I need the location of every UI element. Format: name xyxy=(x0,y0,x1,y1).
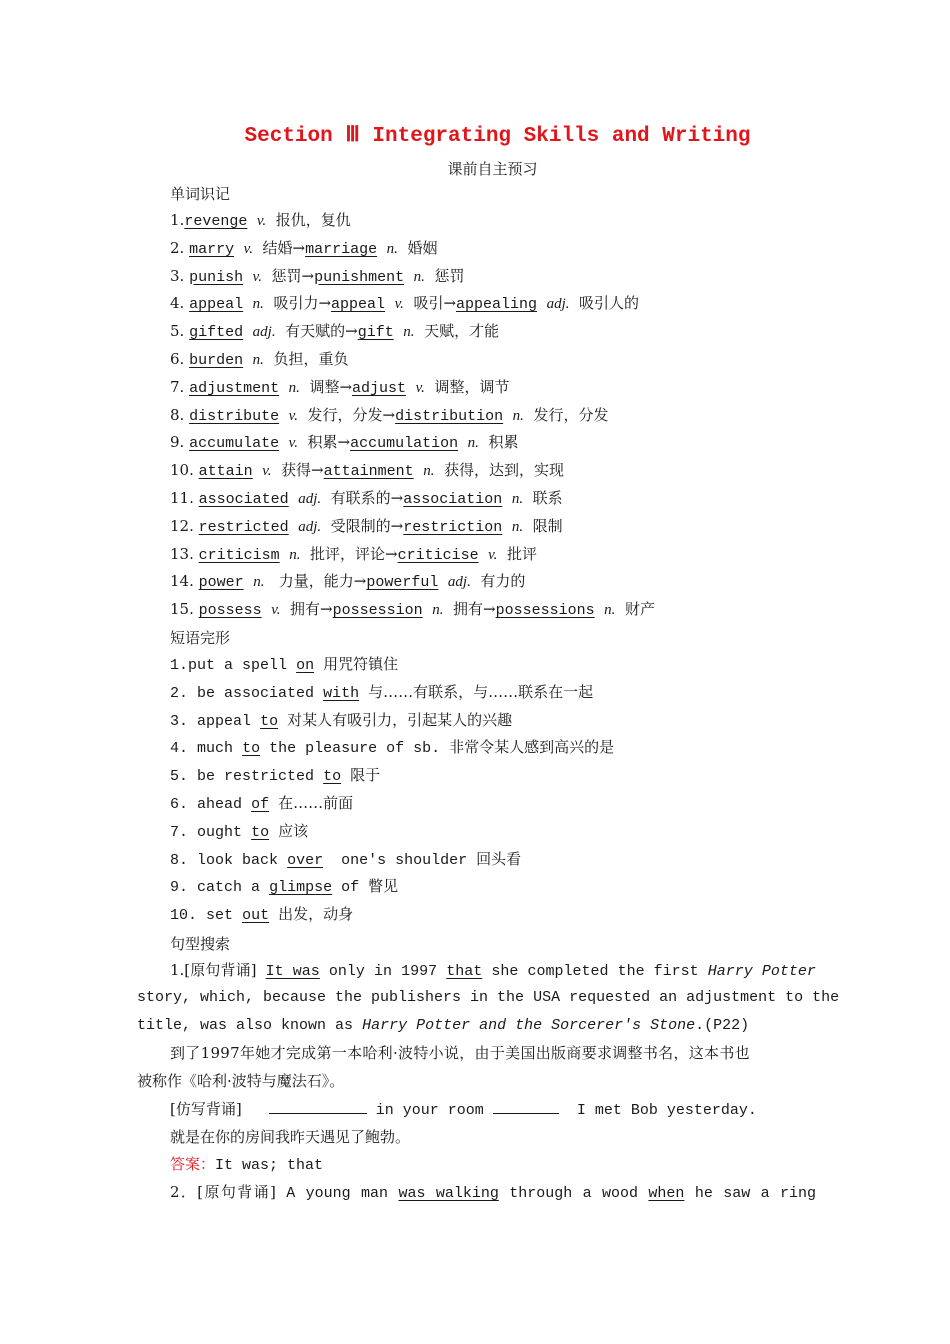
vocab-item xyxy=(170,517,563,537)
vocab-pos: n. xyxy=(511,518,524,535)
sentence-1-line-3 xyxy=(137,1017,749,1035)
sentence-1-line-2: story, which, because the publishers in the USA requested an adjustment to the xyxy=(137,989,840,1006)
vocab-pos: v. xyxy=(262,463,272,480)
vocab-word: restriction xyxy=(403,518,503,536)
vocab-pos: n. xyxy=(253,574,265,591)
phrase-number: 6. xyxy=(170,796,189,813)
vocab-word: punishment xyxy=(314,268,405,286)
vocab-meaning: 批评，评论→ xyxy=(310,544,398,563)
phrase-answer: to xyxy=(260,712,279,730)
phrase-item xyxy=(170,766,380,786)
vocab-item xyxy=(170,600,655,620)
phrase-answer: glimpse xyxy=(269,879,333,897)
vocab-heading: 单词识记 xyxy=(170,185,231,203)
vocab-pos: n. xyxy=(467,435,479,452)
sentence-1-translation-1: 到了1997年她才完成第一本哈利·波特小说，由于美国出版商要求调整书名，这本书也 xyxy=(170,1044,750,1062)
sentence-1-text-3: title, was also known as xyxy=(137,1017,354,1034)
vocab-meaning: 惩罚→ xyxy=(271,266,315,285)
sentence-1-imitate-translation: 就是在你的房间我昨天遇见了鲍勃。 xyxy=(170,1128,411,1146)
vocab-word: appeal xyxy=(189,296,244,314)
vocab-word: criticism xyxy=(198,546,280,564)
vocab-pos: v. xyxy=(243,240,253,257)
phrase-number: 8. xyxy=(170,851,189,869)
phrase-answer: with xyxy=(323,684,360,702)
vocab-word: distribute xyxy=(189,407,280,425)
sentence-1-book-title: Harry Potter xyxy=(707,963,816,980)
sentence-2-line-1 xyxy=(170,1183,816,1203)
vocab-pos: n. xyxy=(432,602,444,619)
section-subtitle: 课前自主预习 xyxy=(447,160,538,178)
phrase-text-after: one's shoulder xyxy=(332,851,468,869)
vocab-item xyxy=(170,572,525,592)
sentence-1-text-1: only in 1997 xyxy=(328,963,438,980)
sentence-1-imitate xyxy=(170,1100,757,1120)
phrase-text: look back xyxy=(197,851,279,869)
vocab-pos: adj. xyxy=(447,574,471,591)
phrase-text: be restricted xyxy=(197,768,315,786)
answer-text: It was; that xyxy=(215,1157,324,1174)
vocab-word: adjustment xyxy=(189,379,280,397)
vocab-pos: v. xyxy=(288,435,298,452)
vocab-meaning: 负担，重负 xyxy=(273,350,349,368)
vocab-meaning: 惩罚 xyxy=(434,266,465,285)
vocab-word: association xyxy=(403,491,503,508)
vocab-meaning: 限制 xyxy=(532,516,563,535)
sentence-2-blank-1: was walking xyxy=(398,1185,499,1202)
vocab-item xyxy=(170,267,464,287)
vocab-word: associated xyxy=(198,491,289,508)
vocab-pos: v. xyxy=(415,379,425,396)
vocab-number: 3. xyxy=(170,266,185,285)
sentence-1-label: 1.[原句背诵] xyxy=(170,961,257,979)
vocab-item xyxy=(170,489,563,509)
vocab-item xyxy=(170,378,509,398)
vocab-number: 12. xyxy=(170,516,194,535)
phrase-number: 5. xyxy=(170,768,189,786)
vocab-number: 6. xyxy=(170,350,185,368)
phrase-meaning: 用咒符镇住 xyxy=(323,655,399,673)
sentence-1-answer xyxy=(170,1155,323,1175)
vocab-number: 2. xyxy=(170,238,185,257)
phrase-meaning: 应该 xyxy=(278,821,309,840)
sentence-1-blank-1: It was xyxy=(265,963,320,980)
vocab-pos: n. xyxy=(511,491,524,507)
phrase-number: 2. xyxy=(170,684,189,702)
vocab-meaning: 获得，达到，实现 xyxy=(443,461,564,480)
vocab-meaning: 积累 xyxy=(488,433,519,452)
vocab-word: accumulate xyxy=(189,435,280,453)
vocab-word: accumulation xyxy=(350,435,459,453)
vocab-pos: n. xyxy=(289,546,301,563)
vocab-pos: n. xyxy=(423,463,435,480)
vocab-meaning: 吸引力→ xyxy=(273,294,332,313)
phrases-heading: 短语完形 xyxy=(170,629,231,647)
vocab-item xyxy=(170,350,348,370)
vocab-item xyxy=(170,211,351,231)
vocab-number: 5. xyxy=(170,322,185,341)
vocab-word: gift xyxy=(357,324,394,342)
vocab-word: attainment xyxy=(323,463,414,481)
phrase-text: set xyxy=(206,907,234,925)
vocab-number: 13. xyxy=(170,544,194,563)
vocab-meaning: 结婚→ xyxy=(262,238,306,257)
vocab-pos: n. xyxy=(512,407,524,424)
phrase-text: appeal xyxy=(197,712,252,730)
sentence-1-blank-2: that xyxy=(446,963,483,980)
phrase-answer: out xyxy=(242,907,270,925)
imitate-end: I met Bob yesterday. xyxy=(576,1102,757,1119)
vocab-word: powerful xyxy=(366,574,439,592)
vocab-meaning: 婚姻 xyxy=(407,238,438,257)
vocab-meaning: 力量，能力→ xyxy=(274,572,367,591)
vocab-word: possession xyxy=(332,602,423,620)
phrase-text: ahead xyxy=(197,796,243,813)
vocab-number: 7. xyxy=(170,377,185,396)
phrase-number: 7. xyxy=(170,823,189,841)
imitate-label: [仿写背诵] xyxy=(170,1100,242,1118)
vocab-meaning: 吸引→ xyxy=(413,294,457,313)
vocab-word: appeal xyxy=(331,296,386,314)
vocab-number: 1. xyxy=(170,211,185,229)
vocab-pos: v. xyxy=(488,546,498,563)
vocab-number: 8. xyxy=(170,405,185,424)
phrase-meaning: 对某人有吸引力，引起某人的兴趣 xyxy=(287,710,513,729)
vocab-pos: n. xyxy=(288,379,300,396)
vocab-meaning: 调整，调节 xyxy=(434,377,510,396)
vocab-pos: v. xyxy=(252,268,262,285)
vocab-word: appealing xyxy=(456,296,538,314)
vocab-word: possessions xyxy=(495,602,595,620)
phrase-number: 4. xyxy=(170,740,189,758)
vocab-pos: v. xyxy=(271,602,281,619)
phrase-item xyxy=(170,877,398,897)
vocab-word: criticise xyxy=(397,546,479,564)
vocab-item xyxy=(170,294,639,314)
imitate-blank-2[interactable] xyxy=(493,1101,559,1114)
phrase-meaning: 与……有联系，与……联系在一起 xyxy=(368,682,594,701)
vocab-item xyxy=(170,461,564,481)
phrase-item xyxy=(170,738,614,758)
vocab-word: restricted xyxy=(198,518,289,536)
phrase-meaning: 瞥见 xyxy=(368,877,399,896)
vocab-number: 9. xyxy=(170,433,185,452)
sentence-1-line-1 xyxy=(170,961,816,981)
vocab-pos: n. xyxy=(386,240,398,257)
phrase-number: 3. xyxy=(170,712,189,730)
vocab-meaning: 天赋，才能 xyxy=(424,322,500,341)
vocab-meaning: 拥有→ xyxy=(452,600,496,619)
phrase-number: 9. xyxy=(170,879,189,897)
section-title: Section Ⅲ Integrating Skills and Writing xyxy=(244,125,751,148)
vocab-meaning: 调整→ xyxy=(309,377,353,396)
vocab-meaning: 拥有→ xyxy=(290,600,333,619)
vocab-number: 15. xyxy=(170,600,194,619)
phrase-text: ought xyxy=(197,823,243,841)
vocab-pos: n. xyxy=(403,324,415,341)
phrase-meaning: 回头看 xyxy=(476,849,522,868)
vocab-number: 4. xyxy=(170,294,185,313)
vocab-meaning: 批评 xyxy=(506,544,537,563)
vocab-word: power xyxy=(198,574,244,592)
sentence-1-book-title-2: Harry Potter and the Sorcerer's Stone xyxy=(362,1017,696,1034)
vocab-meaning: 有联系的→ xyxy=(330,489,404,507)
phrase-number: 1. xyxy=(170,657,189,674)
vocab-meaning: 报仇，复仇 xyxy=(275,211,351,229)
sentence-2-blank-2: when xyxy=(648,1185,685,1202)
sentence-2-text-3: he saw a ring xyxy=(694,1185,816,1202)
vocab-meaning: 财产 xyxy=(624,600,655,619)
imitate-blank-1[interactable] xyxy=(269,1101,367,1114)
phrase-item xyxy=(170,794,353,814)
phrase-answer: on xyxy=(296,657,315,674)
sentence-2-label: 2．[原句背诵] xyxy=(170,1183,276,1201)
phrase-meaning: 限于 xyxy=(350,766,381,785)
phrase-answer: of xyxy=(251,796,270,813)
sentences-heading: 句型搜索 xyxy=(170,935,231,953)
phrase-meaning: 非常令某人感到高兴的是 xyxy=(449,738,615,757)
vocab-meaning: 有力的 xyxy=(480,572,526,591)
vocab-meaning: 联系 xyxy=(532,489,563,507)
vocab-number: 11. xyxy=(170,489,194,507)
phrase-answer: over xyxy=(287,851,324,869)
vocab-pos: v. xyxy=(394,296,404,313)
vocab-word: burden xyxy=(189,352,244,369)
phrase-answer: to xyxy=(251,823,270,841)
phrase-item xyxy=(170,683,593,703)
sentence-1-text-4: .(P22) xyxy=(695,1017,750,1034)
vocab-meaning: 发行，分发 xyxy=(533,405,609,424)
phrase-item xyxy=(170,655,398,675)
phrase-item xyxy=(170,905,353,925)
vocab-item xyxy=(170,406,608,426)
vocab-word: adjust xyxy=(352,379,407,397)
vocab-pos: n. xyxy=(604,602,616,619)
vocab-pos: n. xyxy=(252,296,264,313)
vocab-word: marriage xyxy=(305,240,378,258)
answer-label: 答案： xyxy=(170,1155,216,1173)
imitate-middle: in your room xyxy=(375,1102,484,1119)
phrase-item xyxy=(170,711,512,731)
vocab-item xyxy=(170,239,437,259)
phrase-text: put a spell xyxy=(188,657,288,674)
vocab-word: marry xyxy=(189,240,235,258)
phrase-text: be associated xyxy=(197,684,315,702)
vocab-pos: adj. xyxy=(298,518,322,535)
vocab-word: possess xyxy=(198,602,262,620)
phrase-meaning: 在……前面 xyxy=(278,794,354,812)
sentence-1-text-2: she completed the first xyxy=(491,963,699,980)
vocab-meaning: 发行，分发→ xyxy=(307,405,396,424)
phrase-item xyxy=(170,822,308,842)
phrase-text: catch a xyxy=(197,879,261,897)
vocab-meaning: 受限制的→ xyxy=(330,516,404,535)
vocab-pos: adj. xyxy=(546,296,570,313)
vocab-word: distribution xyxy=(395,407,504,425)
phrase-meaning: 出发，动身 xyxy=(278,905,354,924)
vocab-meaning: 积累→ xyxy=(307,433,351,452)
vocab-word: attain xyxy=(198,463,253,481)
sentence-2-text-1: A young man xyxy=(286,1185,389,1202)
phrase-item xyxy=(170,850,521,870)
vocab-word: revenge xyxy=(184,213,248,230)
vocab-pos: v. xyxy=(288,407,298,424)
vocab-meaning: 吸引人的 xyxy=(579,294,640,313)
phrase-text-after: of xyxy=(341,879,360,897)
sentence-2-text-2: through a wood xyxy=(509,1185,639,1202)
vocab-pos: v. xyxy=(256,213,267,229)
phrase-number: 10. xyxy=(170,907,198,925)
phrase-answer: to xyxy=(242,740,261,758)
vocab-meaning: 获得→ xyxy=(281,461,324,480)
vocab-item xyxy=(170,545,537,565)
vocab-pos: n. xyxy=(413,268,425,285)
vocab-number: 14. xyxy=(170,572,194,591)
vocab-number: 10. xyxy=(170,461,194,480)
phrase-text-after: the pleasure of sb. xyxy=(269,740,441,758)
vocab-word: punish xyxy=(189,268,244,286)
vocab-pos: n. xyxy=(252,352,264,368)
vocab-item xyxy=(170,322,499,342)
vocab-word: gifted xyxy=(189,324,244,342)
phrase-text: much xyxy=(197,740,234,758)
vocab-item xyxy=(170,433,518,453)
vocab-pos: adj. xyxy=(252,324,276,341)
phrase-answer: to xyxy=(323,768,342,786)
sentence-1-translation-2: 被称作《哈利·波特与魔法石》。 xyxy=(137,1072,345,1090)
vocab-pos: adj. xyxy=(298,491,322,507)
vocab-meaning: 有天赋的→ xyxy=(285,322,358,341)
